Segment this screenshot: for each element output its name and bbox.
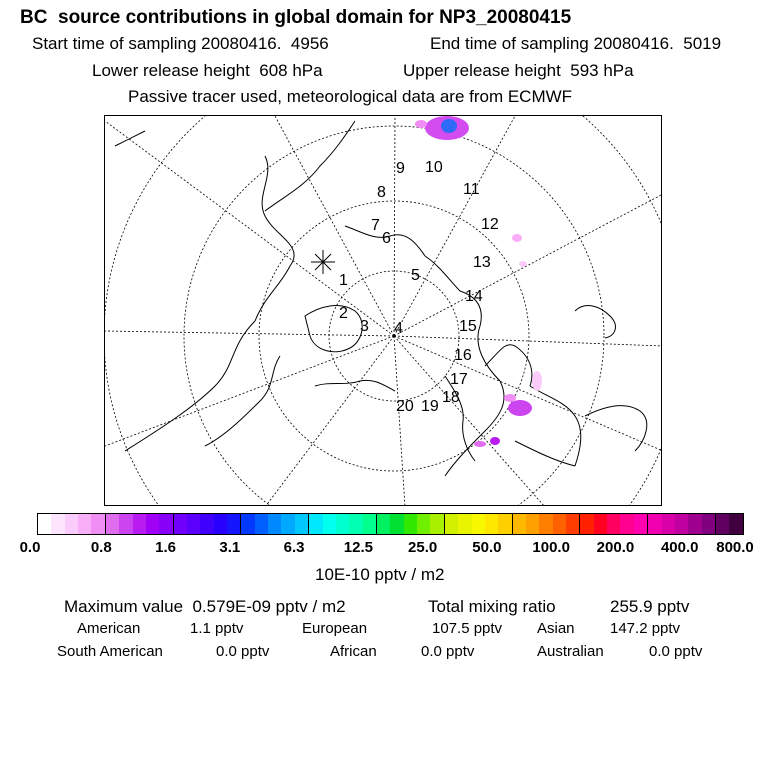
colorbar-swatch	[634, 514, 648, 534]
end-time-label: End time of sampling 20080416. 5019	[430, 34, 722, 53]
total-mixing-value: 255.9 pptv	[610, 597, 690, 616]
colorbar-swatch	[498, 514, 512, 534]
colorbar-swatch	[458, 514, 471, 534]
colorbar-swatch	[430, 514, 444, 534]
latitude-circles	[105, 116, 662, 506]
tracer-info-label: Passive tracer used, meteorological data are from ECMWF	[128, 87, 573, 106]
track-label: 3	[360, 318, 369, 335]
coastline	[265, 121, 355, 211]
colorbar-swatch	[38, 514, 51, 534]
colorbar-swatch	[513, 514, 526, 534]
lower-release-label: Lower release height 608 hPa	[92, 61, 323, 80]
meridian	[265, 336, 394, 506]
colorbar-swatch	[106, 514, 119, 534]
plume	[508, 400, 532, 416]
coastline	[515, 441, 575, 466]
colorbar-swatch	[553, 514, 566, 534]
plume-core	[441, 119, 457, 133]
colorbar-swatch	[268, 514, 281, 534]
colorbar-swatch	[390, 514, 403, 534]
track-label: 7	[371, 217, 380, 234]
total-mixing-label: Total mixing ratio	[428, 597, 556, 616]
colorbar-swatch	[227, 514, 241, 534]
colorbar-tick-label: 0.0	[19, 539, 41, 556]
colorbar-swatch	[214, 514, 227, 534]
colorbar-tick-label: 3.1	[219, 539, 241, 556]
meridian	[394, 116, 395, 336]
source-value: 0.0 pptv	[649, 643, 703, 660]
track-label: 2	[339, 305, 348, 322]
track-label: 6	[382, 230, 391, 247]
plume	[532, 371, 542, 391]
latitude-circle	[105, 116, 662, 506]
track-label: 17	[450, 371, 468, 388]
colorbar-swatch	[349, 514, 362, 534]
colorbar-swatch	[526, 514, 539, 534]
start-time-label: Start time of sampling 20080416. 4956	[32, 34, 329, 53]
max-value-label: Maximum value 0.579E-09 pptv / m2	[64, 597, 346, 616]
coastline	[485, 345, 532, 386]
colorbar-swatch	[485, 514, 498, 534]
colorbar-swatch	[729, 514, 742, 534]
colorbar-swatch	[78, 514, 91, 534]
plume	[490, 437, 500, 445]
colorbar-swatch	[688, 514, 701, 534]
meridian	[105, 336, 394, 446]
source-name: Asian	[537, 620, 575, 637]
track-label: 15	[459, 318, 477, 335]
source-value: 147.2 pptv	[610, 620, 681, 637]
meridian	[394, 336, 405, 506]
colorbar-swatch	[607, 514, 620, 534]
coastline	[205, 356, 280, 446]
colorbar-swatch	[472, 514, 485, 534]
colorbar-swatch	[336, 514, 349, 534]
colorbar-swatch	[323, 514, 336, 534]
latitude-circle	[184, 126, 604, 506]
track-label: 20	[396, 398, 414, 415]
colorbar-swatch	[648, 514, 661, 534]
colorbar-swatch	[200, 514, 213, 534]
colorbar-swatch	[716, 514, 729, 534]
colorbar-swatch	[675, 514, 688, 534]
track-label: 16	[454, 347, 472, 364]
source-value: 1.1 pptv	[190, 620, 244, 637]
source-name: American	[77, 620, 141, 637]
colorbar-swatch	[309, 514, 322, 534]
coastline	[530, 386, 581, 466]
colorbar-swatch	[620, 514, 633, 534]
source-value: 0.0 pptv	[421, 643, 475, 660]
source-name: South American	[57, 643, 163, 660]
meridians	[105, 116, 662, 506]
upper-release-label: Upper release height 593 hPa	[403, 61, 634, 80]
plot-title: BC source contributions in global domain for NP3_20080415	[20, 7, 572, 28]
plume	[474, 441, 486, 447]
coastline	[115, 131, 145, 146]
colorbar-swatch	[404, 514, 417, 534]
colorbar-swatch	[146, 514, 159, 534]
source-name: Australian	[537, 643, 604, 660]
colorbar-swatch	[255, 514, 268, 534]
colorbar-swatch	[662, 514, 675, 534]
meridian	[394, 194, 662, 336]
colorbar-swatch	[566, 514, 580, 534]
plume	[415, 120, 427, 128]
coastline	[315, 380, 395, 391]
coastline	[585, 406, 647, 451]
colorbar-tick-label: 50.0	[472, 539, 502, 556]
track-label: 14	[465, 288, 483, 305]
colorbar-tick-label: 400.0	[660, 539, 699, 556]
colorbar-swatch	[174, 514, 187, 534]
colorbar-units: 10E-10 pptv / m2	[315, 565, 445, 584]
colorbar-swatch	[363, 514, 377, 534]
source-value: 107.5 pptv	[432, 620, 503, 637]
track-label: 8	[377, 184, 386, 201]
colorbar-swatch	[133, 514, 146, 534]
polar-map	[104, 115, 662, 506]
colorbar-swatch	[159, 514, 173, 534]
map-canvas	[105, 116, 662, 506]
plume	[519, 261, 527, 267]
colorbar-swatch	[417, 514, 430, 534]
coastline	[125, 156, 294, 451]
plume	[512, 234, 522, 242]
colorbar-swatch	[295, 514, 309, 534]
colorbar-swatch	[445, 514, 458, 534]
source-value: 0.0 pptv	[216, 643, 270, 660]
coastline	[575, 306, 615, 338]
track-label: 12	[481, 216, 499, 233]
meridian	[394, 336, 662, 346]
colorbar-swatch	[187, 514, 200, 534]
track-label: 11	[463, 181, 480, 198]
colorbar-tick-label: 6.3	[283, 539, 305, 556]
colorbar-tick-label: 1.6	[155, 539, 176, 556]
colorbar-swatch	[119, 514, 132, 534]
colorbar-swatch	[594, 514, 607, 534]
track-label: 5	[411, 267, 420, 284]
track-label: 13	[473, 254, 491, 271]
colorbar	[37, 513, 744, 535]
release-point-marker	[311, 250, 335, 274]
track-label: 10	[425, 159, 443, 176]
colorbar-swatch	[539, 514, 552, 534]
coastline	[305, 306, 362, 352]
colorbar-swatch	[51, 514, 64, 534]
colorbar-tick-label: 200.0	[596, 539, 635, 556]
colorbar-tick-label: 800.0	[716, 539, 754, 556]
colorbar-swatch	[580, 514, 593, 534]
track-label: 9	[396, 160, 405, 177]
source-name: European	[302, 620, 368, 637]
colorbar-tick-label: 25.0	[408, 539, 438, 556]
colorbar-tick-label: 100.0	[532, 539, 570, 556]
colorbar-swatch	[241, 514, 254, 534]
colorbar-tick-label: 0.8	[90, 539, 112, 556]
meridian	[105, 331, 394, 336]
colorbar-swatch	[65, 514, 78, 534]
track-label: 18	[442, 389, 460, 406]
colorbar-swatch	[702, 514, 716, 534]
coastlines	[115, 121, 647, 476]
colorbar-tick-label: 12.5	[343, 539, 373, 556]
track-label: 19	[421, 398, 439, 415]
track-label: 4	[394, 320, 403, 337]
colorbar-swatch	[377, 514, 390, 534]
plume	[504, 394, 516, 402]
source-name: African	[330, 643, 377, 660]
colorbar-swatch	[281, 514, 294, 534]
colorbar-swatch	[91, 514, 105, 534]
track-label: 1	[339, 272, 348, 289]
